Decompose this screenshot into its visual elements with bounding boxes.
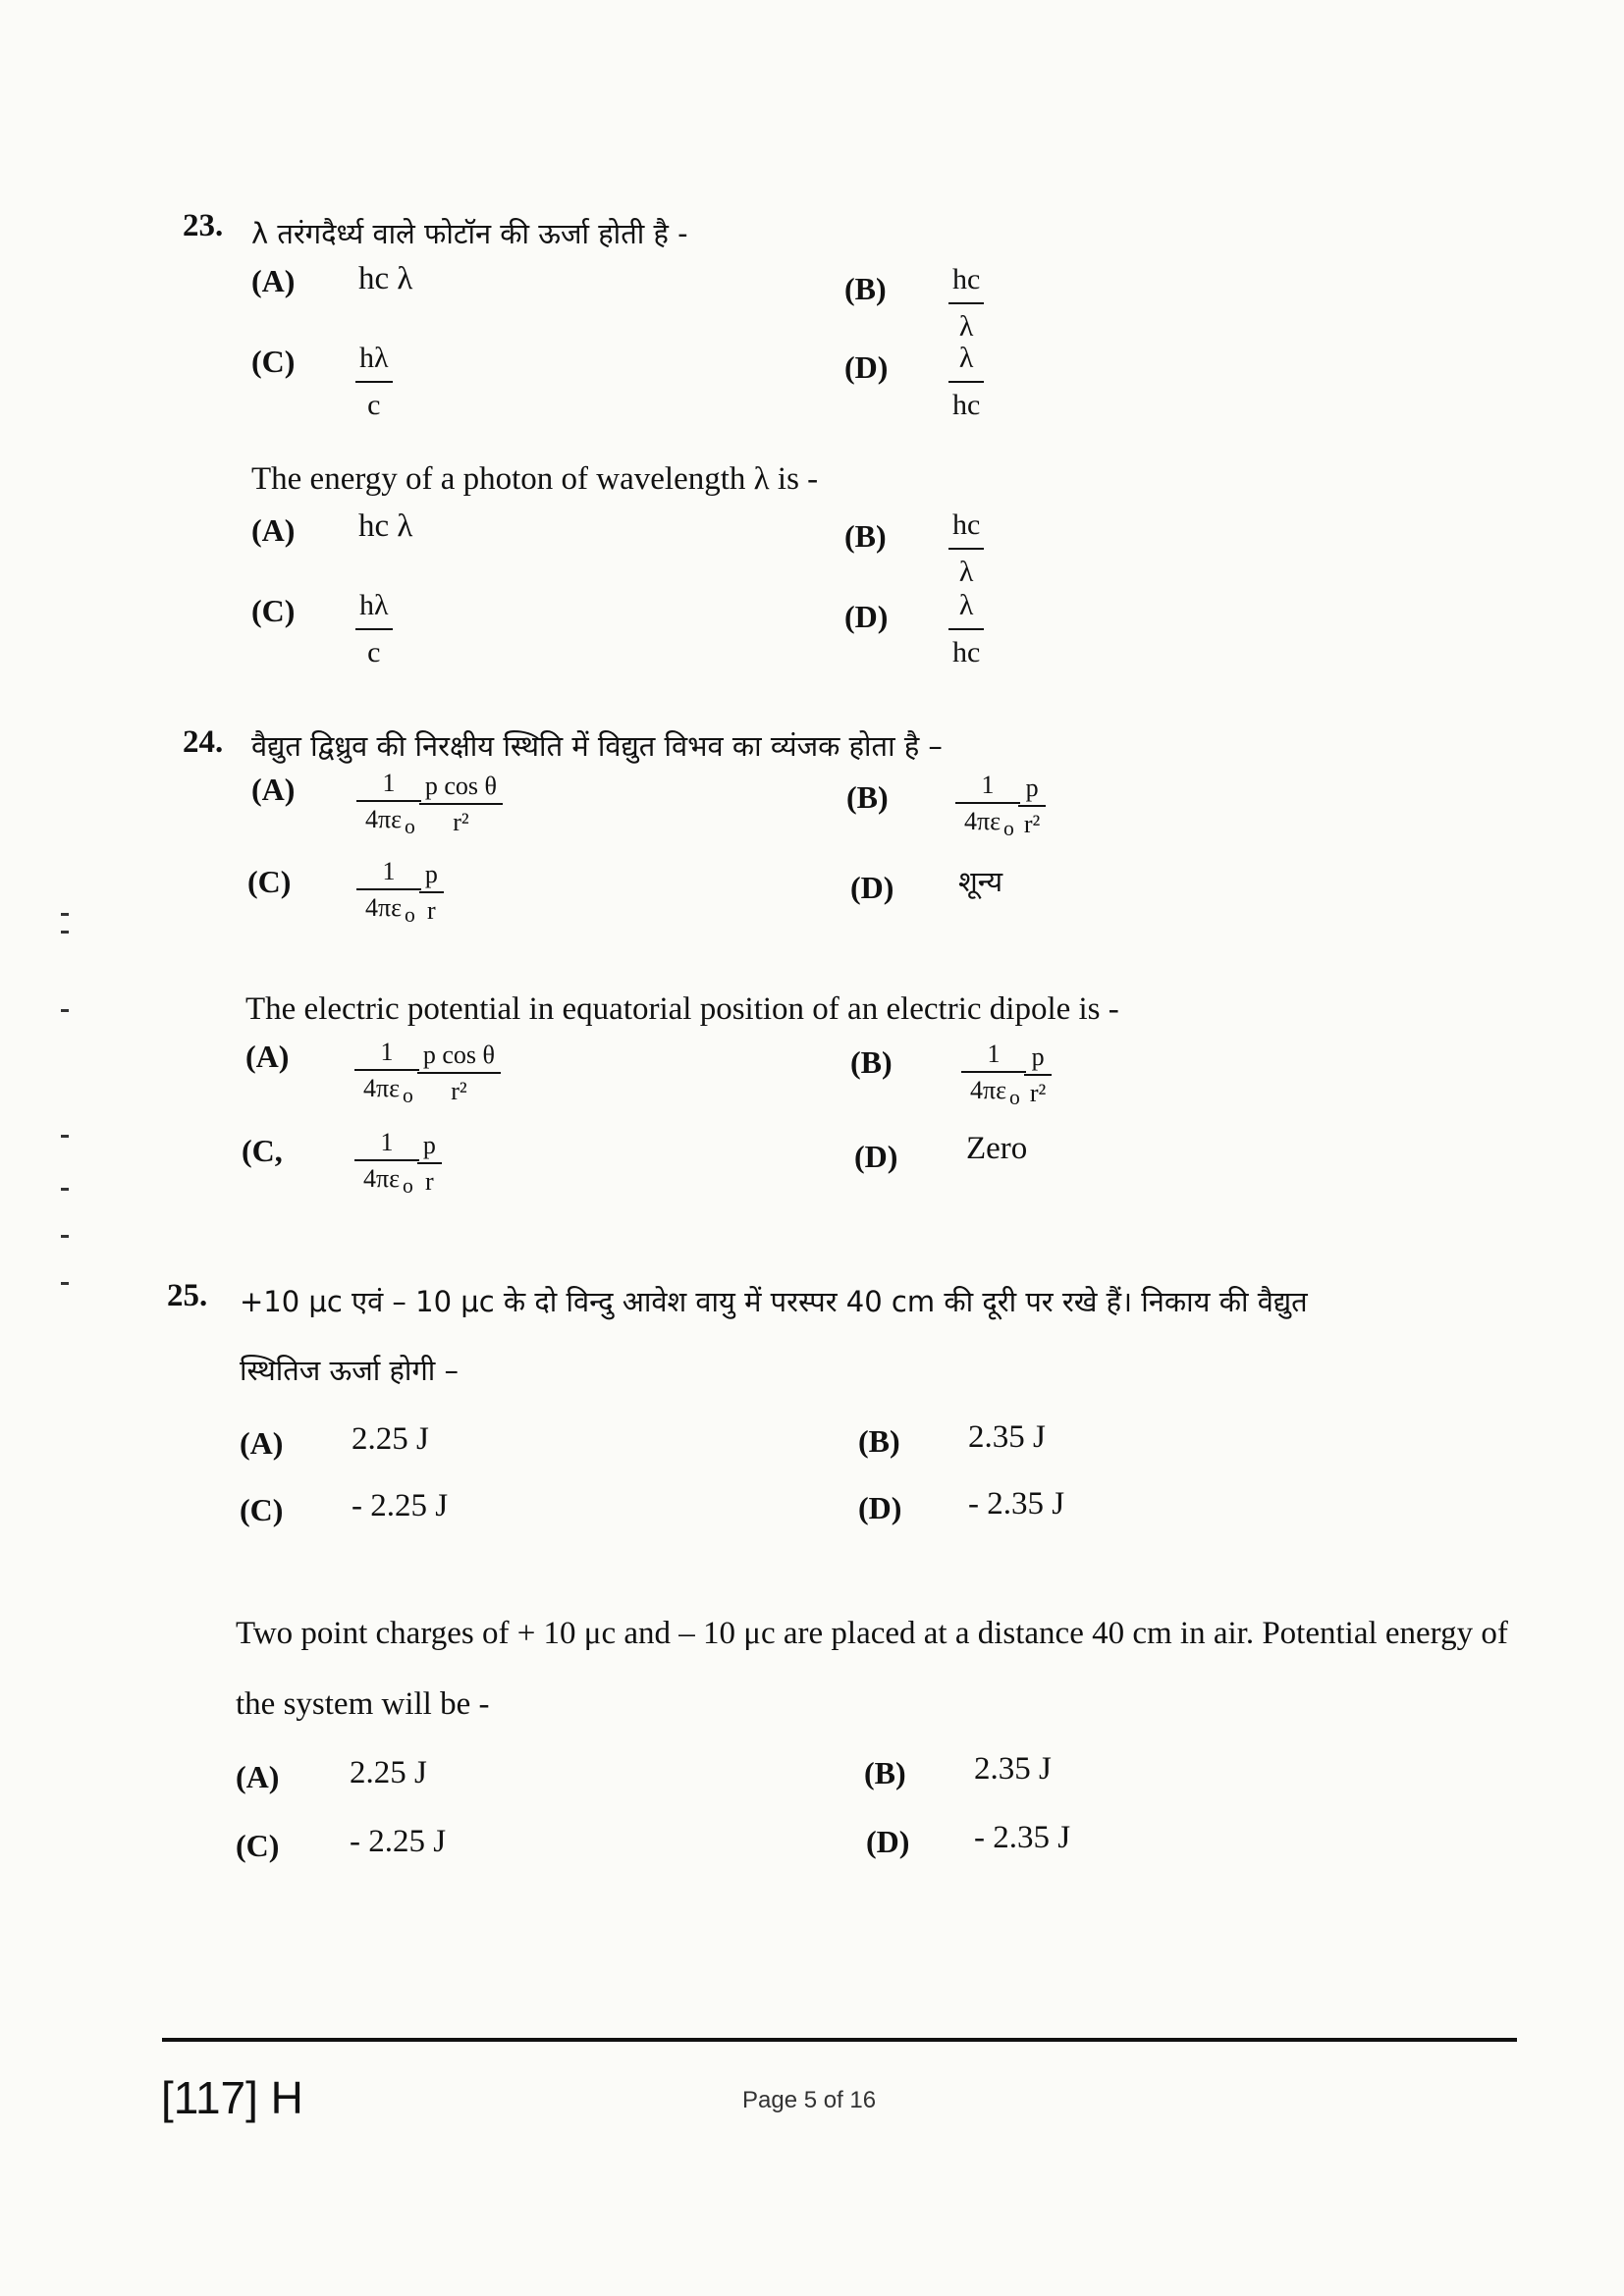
numerator: 1	[380, 1128, 394, 1156]
denominator	[958, 808, 1017, 840]
option-label-a: (A)	[251, 263, 296, 298]
fraction-bar	[419, 891, 444, 893]
option-c-expression	[357, 1129, 443, 1198]
coefficient-fraction	[357, 1129, 416, 1198]
question-text-hindi-line1: +10 μc एवं – 10 μc के दो विन्दु आवेश वायु में परस्पर 40 cm की दूरी पर रखे हैं। निकाय की वैद्युत	[240, 1285, 1308, 1318]
term-fraction	[422, 773, 500, 836]
denominator: r²	[453, 808, 469, 837]
coefficient-fraction	[357, 1039, 416, 1107]
page-number: Page 5 of 16	[742, 2087, 877, 2113]
question-number: 23.	[183, 208, 224, 243]
fraction-bar	[419, 803, 503, 805]
k-symbol: 4πε	[964, 807, 1001, 836]
paper-code: [117] H	[161, 2072, 303, 2123]
fraction-bar	[1018, 805, 1046, 807]
option-b-fraction	[948, 508, 984, 589]
margin-mark	[61, 913, 69, 916]
denominator: r²	[451, 1077, 467, 1106]
subscript: o	[405, 815, 415, 839]
margin-mark	[61, 1188, 69, 1191]
option-label-a: (A)	[236, 1759, 280, 1794]
numerator: p	[422, 1130, 436, 1159]
denominator: hc	[952, 389, 981, 421]
denominator: λ	[958, 556, 974, 588]
margin-mark	[61, 1235, 69, 1238]
option-label-c: (C)	[236, 1828, 280, 1863]
option-label-a: (A)	[251, 772, 296, 807]
option-c-expression	[359, 858, 445, 927]
denominator: hc	[952, 636, 981, 668]
fraction-bar	[948, 302, 984, 304]
fraction-bar	[354, 1069, 419, 1071]
option-a-expression	[359, 770, 504, 838]
numerator: hλ	[359, 589, 389, 621]
option-a-expression	[357, 1039, 502, 1107]
option-b-value: 2.35 J	[974, 1751, 1052, 1787]
margin-mark	[61, 1009, 69, 1012]
fraction-bar	[356, 888, 421, 890]
fraction-bar	[1024, 1074, 1052, 1076]
option-a-value: 2.25 J	[350, 1755, 427, 1790]
denominator: r	[425, 1167, 434, 1197]
denominator	[357, 1075, 416, 1107]
option-label-b: (B)	[844, 518, 887, 554]
fraction-bar	[948, 628, 984, 630]
option-label-c: (C)	[251, 344, 296, 379]
numerator: p	[1031, 1041, 1045, 1071]
option-c-value: - 2.25 J	[350, 1824, 447, 1859]
margin-mark	[61, 1282, 69, 1285]
k-symbol: 4πε	[970, 1076, 1007, 1105]
subscript: o	[405, 903, 415, 928]
option-b-fraction	[948, 263, 984, 344]
option-a-value: hc λ	[358, 261, 413, 296]
fraction-bar	[356, 800, 421, 802]
option-b-value: 2.35 J	[968, 1419, 1046, 1455]
option-c-value: - 2.25 J	[352, 1488, 449, 1523]
coefficient-fraction	[359, 770, 418, 838]
option-label-b: (B)	[850, 1044, 893, 1080]
numerator: p cos θ	[422, 1040, 495, 1069]
option-d-value: Zero	[966, 1131, 1028, 1166]
k-symbol: 4πε	[365, 805, 403, 834]
option-label-d: (D)	[844, 349, 889, 385]
numerator: 1	[981, 771, 995, 799]
coefficient-fraction	[958, 772, 1017, 840]
denominator: r²	[1023, 810, 1041, 839]
fraction-bar	[355, 381, 393, 383]
question-text-english: The electric potential in equatorial position of an electric dipole is -	[245, 991, 1119, 1027]
option-b-expression	[958, 772, 1047, 840]
question-text-hindi: λ तरंगदैर्ध्य वाले फोटॉन की ऊर्जा होती है -	[251, 217, 688, 250]
numerator: hc	[952, 263, 981, 295]
numerator: 1	[382, 857, 396, 885]
numerator: 1	[382, 769, 396, 797]
numerator: λ	[958, 342, 974, 374]
subscript: o	[1009, 1086, 1020, 1110]
option-label-a: (A)	[240, 1425, 284, 1461]
option-label-b: (B)	[846, 779, 889, 815]
margin-mark	[61, 931, 69, 934]
question-text-english: The energy of a photon of wavelength λ is -	[251, 461, 819, 497]
numerator: 1	[380, 1038, 394, 1066]
k-symbol: 4πε	[363, 1164, 401, 1194]
denominator	[357, 1165, 416, 1198]
fraction-bar	[355, 628, 393, 630]
denominator	[964, 1077, 1023, 1109]
fraction-bar	[955, 802, 1020, 804]
numerator: p	[424, 859, 438, 888]
subscript: o	[403, 1174, 413, 1199]
fraction-bar	[948, 381, 984, 383]
fraction-bar	[961, 1071, 1026, 1073]
option-d-value: शून्य	[958, 865, 1003, 898]
denominator: λ	[958, 310, 974, 343]
term-fraction	[420, 1132, 439, 1196]
option-label-c: (C,	[242, 1133, 283, 1168]
option-label-a: (A)	[251, 512, 296, 548]
option-label-d: (D)	[858, 1490, 902, 1525]
denominator	[359, 806, 418, 838]
option-label-a: (A)	[245, 1039, 290, 1074]
option-label-b: (B)	[864, 1755, 906, 1790]
k-symbol: 4πε	[363, 1074, 401, 1103]
option-d-fraction	[948, 342, 984, 422]
term-fraction	[1027, 1043, 1049, 1107]
denominator: r	[427, 896, 436, 926]
option-c-fraction	[355, 589, 393, 669]
option-label-b: (B)	[844, 271, 887, 306]
numerator: p	[1025, 773, 1039, 802]
denominator: r²	[1029, 1079, 1047, 1108]
option-label-c: (C)	[240, 1492, 284, 1527]
option-b-expression	[964, 1041, 1053, 1109]
question-text-hindi: वैद्युत द्विध्रुव की निरक्षीय स्थिति में विद्युत विभव का व्यंजक होता है –	[251, 729, 943, 763]
term-fraction	[422, 861, 441, 925]
option-a-value: 2.25 J	[352, 1421, 429, 1457]
question-number: 24.	[183, 724, 224, 760]
question-text-hindi-line2: स्थितिज ऊर्जा होगी –	[240, 1354, 459, 1387]
option-label-d: (D)	[854, 1139, 898, 1174]
subscript: o	[403, 1084, 413, 1108]
term-fraction	[1021, 774, 1043, 838]
option-d-value: - 2.35 J	[968, 1486, 1065, 1522]
fraction-bar	[354, 1159, 419, 1161]
numerator: hc	[952, 508, 981, 541]
question-text-english-line2: the system will be -	[236, 1686, 490, 1722]
option-c-fraction	[355, 342, 393, 422]
denominator: c	[367, 389, 381, 421]
term-fraction	[420, 1041, 498, 1105]
coefficient-fraction	[359, 858, 418, 927]
option-label-c: (C)	[247, 864, 292, 899]
denominator	[359, 894, 418, 927]
option-a-value: hc λ	[358, 508, 413, 544]
coefficient-fraction	[964, 1041, 1023, 1109]
subscript: o	[1003, 817, 1014, 841]
option-d-fraction	[948, 589, 984, 669]
margin-mark	[61, 1135, 69, 1138]
numerator: p cos θ	[424, 771, 497, 800]
option-label-c: (C)	[251, 593, 296, 628]
option-label-d: (D)	[866, 1824, 910, 1859]
question-number: 25.	[167, 1278, 208, 1313]
k-symbol: 4πε	[365, 893, 403, 923]
question-text-english-line1: Two point charges of + 10 μc and – 10 μc are placed at a distance 40 cm in air. Potential energy of	[236, 1616, 1508, 1651]
option-d-value: - 2.35 J	[974, 1820, 1071, 1855]
numerator: λ	[958, 589, 974, 621]
numerator: hλ	[359, 342, 389, 374]
option-label-d: (D)	[850, 870, 894, 905]
option-label-b: (B)	[858, 1423, 900, 1459]
numerator: 1	[987, 1040, 1001, 1068]
denominator: c	[367, 636, 381, 668]
fraction-bar	[417, 1162, 442, 1164]
fraction-bar	[948, 548, 984, 550]
fraction-bar	[417, 1072, 501, 1074]
option-label-d: (D)	[844, 599, 889, 634]
footer-divider	[162, 2038, 1517, 2042]
